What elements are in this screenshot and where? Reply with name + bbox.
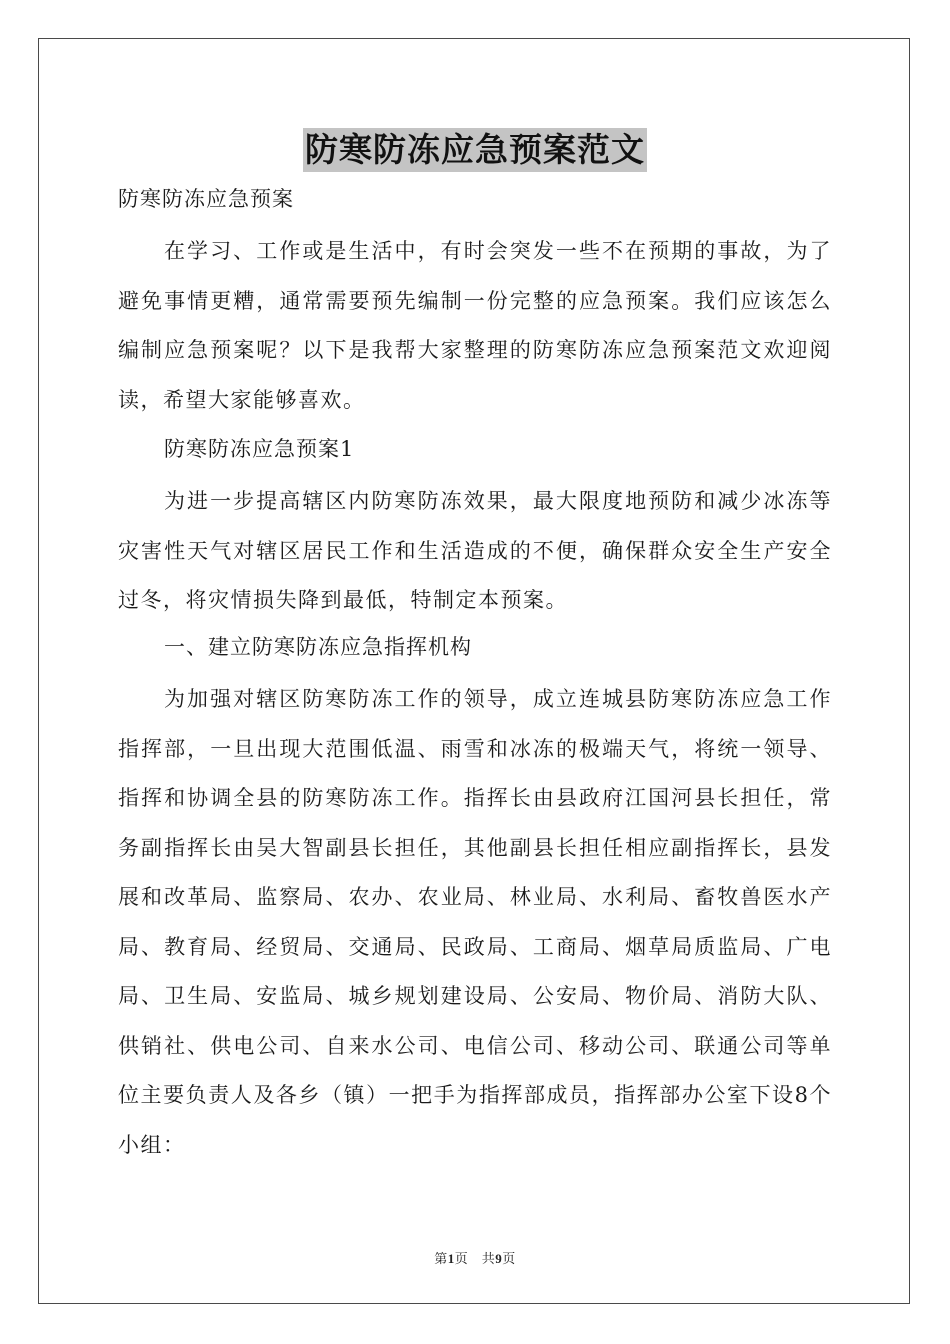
section-paragraph: 为进一步提高辖区内防寒防冻效果，最大限度地预防和减少冰冻等灾害性天气对辖区居民工作和生活造成的不便，确保群众安全生产安全过冬，将灾情损失降到最低，特制定本预案。	[118, 489, 832, 612]
footer-page-mid: 页 共	[454, 1252, 496, 1267]
footer-page-total: 9	[495, 1251, 503, 1266]
title-container	[0, 128, 950, 172]
subsection-heading: 一、建立防寒防冻应急指挥机构	[164, 635, 472, 659]
footer-page-suffix: 页	[502, 1252, 516, 1267]
subsection-paragraph: 为加强对辖区防寒防冻工作的领导，成立连城县防寒防冻应急工作指挥部，一旦出现大范围低温、雨雪和冰冻的极端天气，将统一领导、指挥和协调全县的防寒防冻工作。指挥长由县政府江国河县长担任，常务副指挥长由吴大智副县长担任，其他副县长担任相应副指挥长，县发展和改革局、监察局、农办、农业局、林业局、水利局、畜牧兽医水产局、教育局、经贸局、交通局、民政局、工商局、烟草局质监局、广电局、卫生局、安监局、城乡规划建设局、公安局、物价局、消防大队、供销社、供电公司、自来水公司、电信公司、移动公司、联通公司等单位主要负责人及各乡（镇）一把手为指挥部成员，指挥部办公室下设8个小组：	[118, 687, 832, 1157]
document-title: 防寒防冻应急预案范文	[303, 128, 647, 172]
intro-paragraph: 在学习、工作或是生活中，有时会突发一些不在预期的事故，为了避免事情更糟，通常需要预先编制一份完整的应急预案。我们应该怎么编制应急预案呢？以下是我帮大家整理的防寒防冻应急预案范文欢迎阅读，希望大家能够喜欢。	[118, 239, 832, 412]
footer-page-prefix: 第	[434, 1252, 448, 1267]
page-footer	[0, 1248, 950, 1267]
document-subtitle: 防寒防冻应急预案	[118, 187, 294, 211]
footer-page-current: 1	[447, 1251, 455, 1266]
section-heading: 防寒防冻应急预案1	[164, 437, 355, 461]
